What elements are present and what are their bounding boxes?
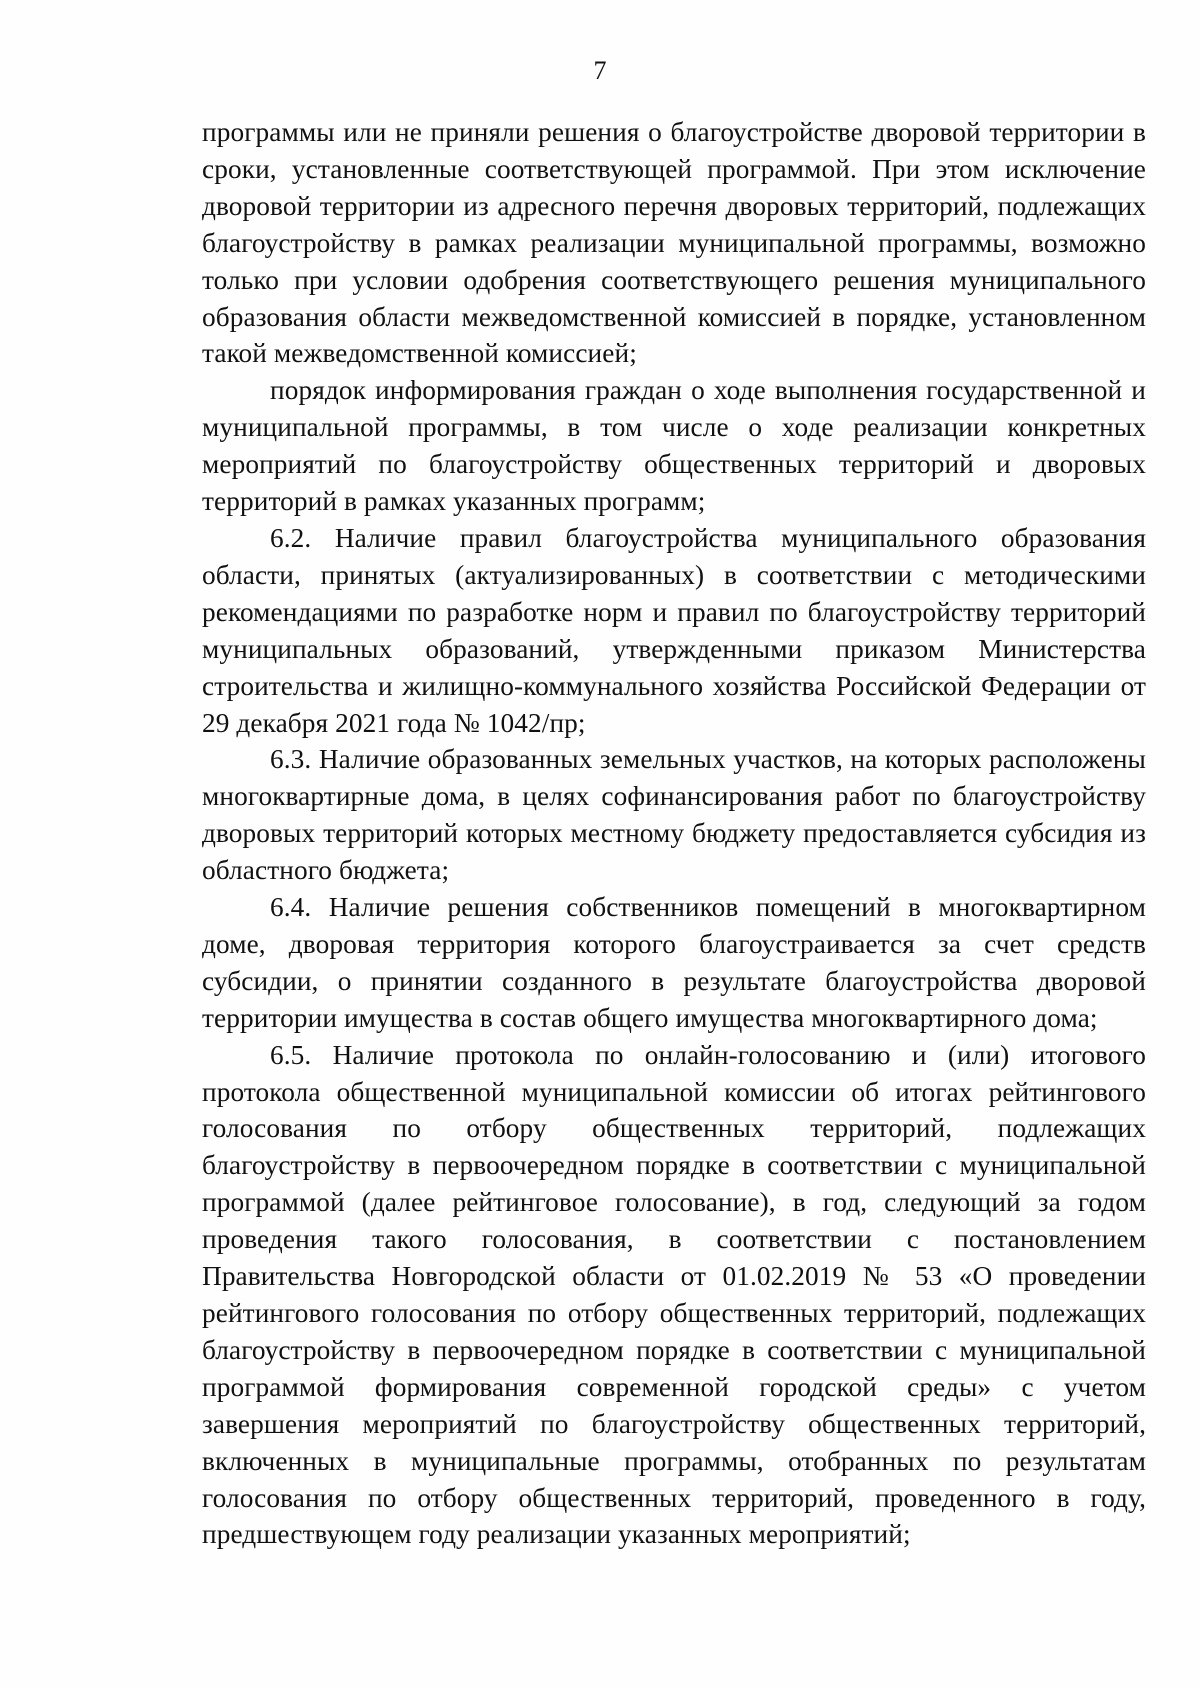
paragraph-6-3: 6.3. Наличие образованных земельных участков, на которых расположены многоквартирные дома, в целях софинансирования работ по благоустройству дворовых территорий которых местному бюджету предоставляется субсидия из областного бюджета; bbox=[202, 744, 1146, 886]
paragraph-6-4: 6.4. Наличие решения собственников помещений в многоквартирном доме, дворовая территория которого благоустраивается за счет средств субсидии, о принятии созданного в результате благоустройства дворовой территории имущества в состав общего имущества многоквартирного дома; bbox=[202, 892, 1146, 1033]
paragraph-informing-order: порядок информирования граждан о ходе выполнения государственной и муниципальной программы, в том числе о ходе реализации конкретных мероприятий по благоустройству общественных территорий и дворовых территорий в рамках указанных программ; bbox=[202, 375, 1146, 517]
paragraph-6-2: 6.2. Наличие правил благоустройства муниципального образования области, принятых (актуализированных) в соответствии с методическими рекомендациями по разработке норм и правил по благоустройству территорий муниципальных образований, утвержденными приказом Министерства строительства и жилищно-коммунального хозяйства Российской Федерации от 29 декабря 2021 года № 1042/пр; bbox=[202, 522, 1146, 738]
paragraph-6-5: 6.5. Наличие протокола по онлайн-голосованию и (или) итогового протокола общественной муниципальной комиссии об итогах рейтингового голосования по отбору общественных территорий, подлежащих благоустройству в первоочередном порядке в соответствии с муниципальной программой (далее рейтинговое голосование), в год, следующий за годом проведения такого голосования, в соответствии с постановлением Правительства Новгородской области от 01.02.2019 № 53 «О проведении рейтингового голосования по отбору общественных территорий, подлежащих благоустройству в первоочередном порядке в соответствии с муниципальной программой формирования современной городской среды» с учетом завершения мероприятий по благоустройству общественных территорий, включенных в муниципальные программы, отобранных по результатам голосования по отбору общественных территорий, проведенного в году, предшествующем году реализации указанных мероприятий; bbox=[202, 1039, 1146, 1550]
document-body bbox=[202, 114, 1146, 1553]
paragraph-continuation: программы или не приняли решения о благоустройстве дворовой территории в сроки, установленные соответствующей программой. При этом исключение дворовой территории из адресного перечня дворовых территорий, подлежащих благоустройству в рамках реализации муниципальной программы, возможно только при условии одобрения соответствующего решения муниципального образования области межведомственной комиссией в порядке, установленном такой межведомственной комиссией; bbox=[202, 117, 1146, 369]
page-number: 7 bbox=[593, 56, 607, 85]
